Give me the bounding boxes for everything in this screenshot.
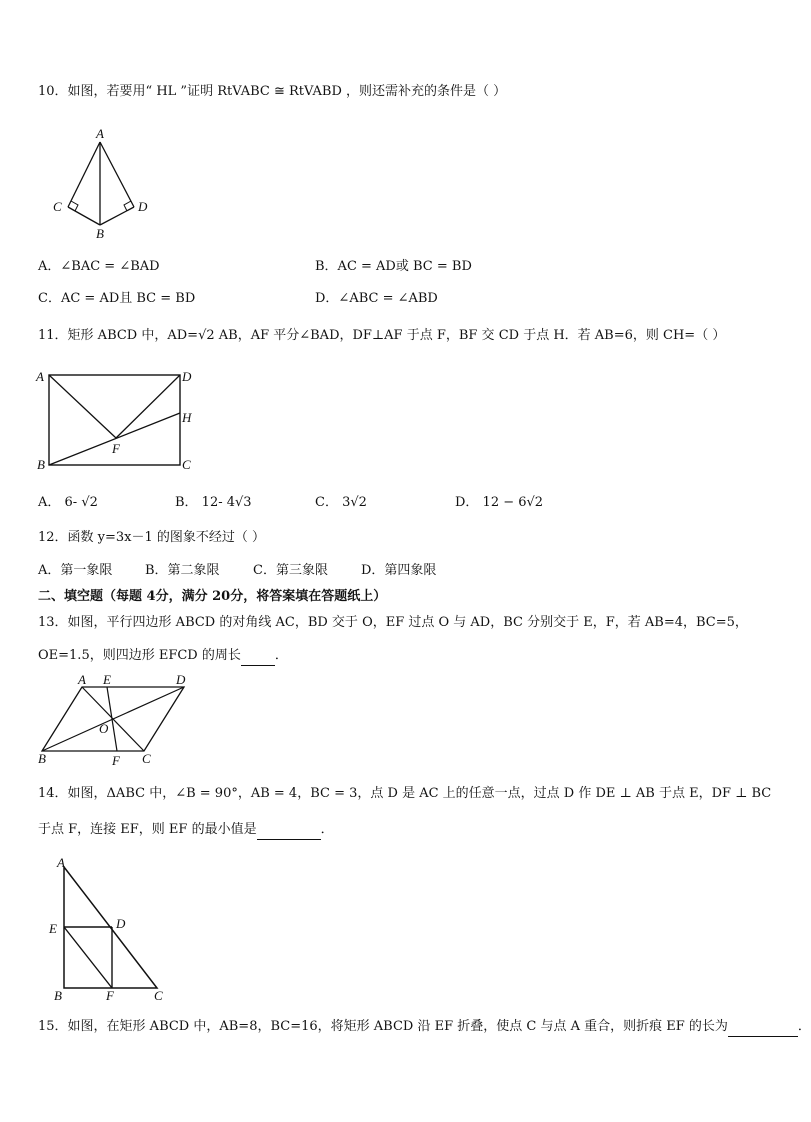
q15-stem-wrap <box>38 1018 811 1037</box>
q11-label-B: B <box>37 457 45 472</box>
q10-edge-AC <box>68 142 100 207</box>
q10-label-C: C <box>53 199 62 214</box>
q10-label-A: A <box>96 126 104 141</box>
section2-heading: 二、填空题（每题 4分，满分 20分，将答案填在答题纸上） <box>38 589 387 604</box>
q11-figure <box>36 365 201 477</box>
q10-option-b: B．AC = AD或 BC = BD <box>315 259 472 274</box>
q13-label-E: E <box>103 672 111 687</box>
q12-option-b: B．第二象限 <box>145 563 220 578</box>
q13-answer-blank[interactable] <box>241 647 275 666</box>
q11-option-d: D． 12 − 6√2 <box>455 495 544 510</box>
q13-label-D: D <box>176 672 186 687</box>
q15-answer-blank[interactable] <box>728 1018 798 1037</box>
q10-option-c: C．AC = AD且 BC = BD <box>38 291 196 306</box>
q11-label-A: A <box>36 369 44 384</box>
q14-stem-line2-wrap <box>38 821 334 840</box>
q15-stem-end: ． <box>797 1019 811 1034</box>
q11-option-a: A． 6- √2 <box>38 495 98 510</box>
q10-label-B: B <box>96 226 104 241</box>
q10-edge-DB <box>100 207 134 225</box>
q10-option-d: D．∠ABC = ∠ABD <box>315 291 438 306</box>
q14-label-D: D <box>116 916 126 931</box>
q11-segment-DF <box>116 375 180 438</box>
q10-edge-CB <box>68 207 100 225</box>
q14-label-C: C <box>154 988 163 1003</box>
q12-option-c: C．第三象限 <box>253 563 328 578</box>
q11-segment-BH <box>49 413 180 465</box>
q11-label-D: D <box>182 369 192 384</box>
q14-stem-line1: 14．如图，ΔABC 中，∠B = 90°，AB = 4，BC = 3，点 D 是 AC 上的任意一点，过点 D 作 DE ⊥ AB 于点 E，DF ⊥ BC <box>38 786 772 801</box>
q14-label-E: E <box>49 921 57 936</box>
q13-label-A: A <box>78 672 86 687</box>
q11-label-F: F <box>112 441 120 456</box>
q13-figure <box>36 673 196 768</box>
q13-label-O: O <box>99 721 109 736</box>
q14-figure <box>44 855 174 1005</box>
q12-option-a: A．第一象限 <box>38 563 113 578</box>
q13-label-B: B <box>38 751 46 766</box>
q14-label-A: A <box>57 855 65 870</box>
q14-label-F: F <box>106 988 114 1003</box>
q11-option-c: C． 3√2 <box>315 495 367 510</box>
q10-figure <box>50 125 160 243</box>
q13-label-C: C <box>142 751 151 766</box>
q14-stem-line2: 于点 F，连接 EF，则 EF 的最小值是 <box>38 822 257 837</box>
q13-stem-line2: OE=1.5，则四边形 EFCD 的周长 <box>38 648 241 663</box>
q13-stem-line1: 13．如图，平行四边形 ABCD 的对角线 AC，BD 交于 O，EF 过点 O 与 AD，BC 分别交于 E，F，若 AB=4，BC=5， <box>38 615 748 630</box>
q11-label-H: H <box>182 410 192 425</box>
q11-label-C: C <box>182 457 191 472</box>
q12-option-d: D．第四象限 <box>361 563 437 578</box>
q10-label-D: D <box>138 199 148 214</box>
q13-label-F: F <box>112 753 120 768</box>
q10-stem: 10．如图，若要用“ HL ”证明 RtVABC ≅ RtVABD ，则还需补充的条件是（ ） <box>38 84 507 99</box>
q10-edge-AD <box>100 142 134 207</box>
q10-option-a: A．∠BAC = ∠BAD <box>38 259 160 274</box>
q13-stem-end: ． <box>274 648 288 663</box>
q13-diagonal-BD <box>42 687 184 751</box>
q15-stem: 15．如图，在矩形 ABCD 中，AB=8，BC=16，将矩形 ABCD 沿 EF 折叠，使点 C 与点 A 重合，则折痕 EF 的长为 <box>38 1019 728 1034</box>
q12-stem: 12．函数 y=3x－1 的图象不经过（ ） <box>38 530 266 545</box>
q14-segment-EF <box>64 927 112 988</box>
q11-stem: 11．矩形 ABCD 中，AD=√2 AB，AF 平分∠BAD，DF⊥AF 于点 F，BF 交 CD 于点 H．若 AB=6，则 CH=（ ） <box>38 328 726 343</box>
q13-segment-EF <box>107 687 117 751</box>
q14-answer-blank[interactable] <box>257 821 321 840</box>
q13-stem-line2-wrap <box>38 647 288 666</box>
q11-segment-AF <box>49 375 116 438</box>
q14-label-B: B <box>54 988 62 1003</box>
q14-stem-end: ． <box>320 822 334 837</box>
q11-option-b: B． 12- 4√3 <box>175 495 252 510</box>
